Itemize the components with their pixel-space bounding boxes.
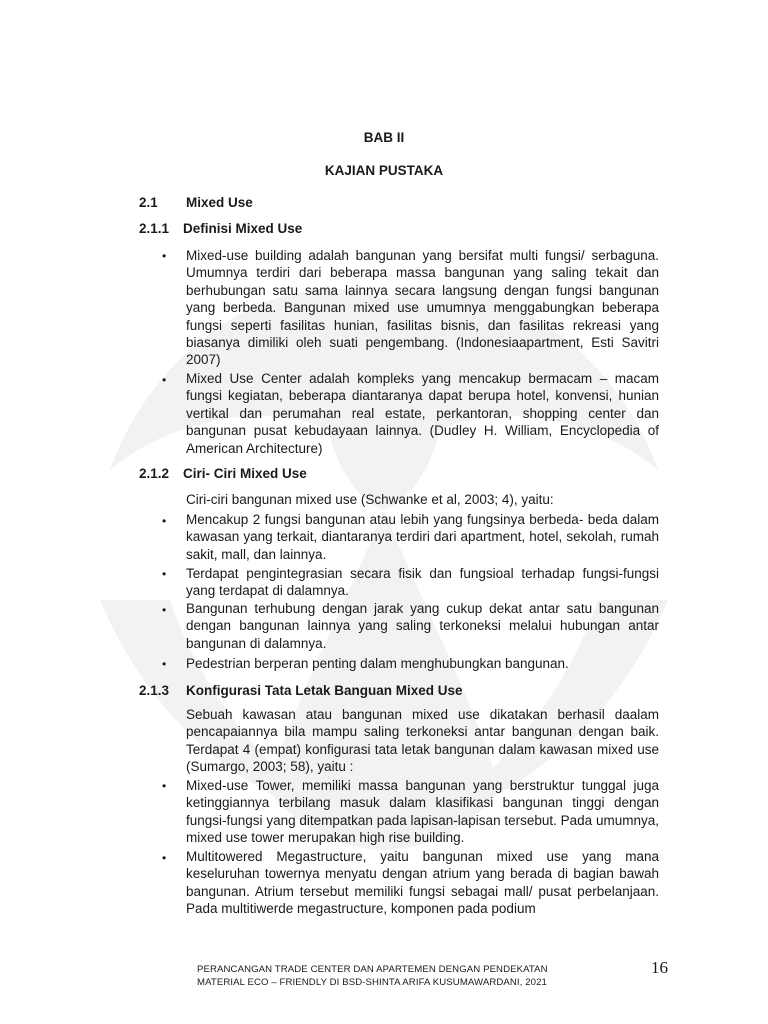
list-item: Multitowered Megastructure, yaitu bangunan mixed use yang mana keseluruhan towernya menyatu dengan atrium yang berada di bagian bawah bangunan. Atrium tersebut memiliki fungsi sebagai mall/ pusat perbelanjaan. Pada multitiwerde megastructure, komponen pada podium xyxy=(186,849,659,917)
intro-paragraph: Sebuah kawasan atau bangunan mixed use dikatakan berhasil daalam pencapaiannya bila mampu saling terkoneksi antar bangunan dengan baik. Terdapat 4 (empat) konfigurasi tata letak bangunan dalam kawasan mixed use (Sumargo, 2003; 58), yaitu : xyxy=(186,707,659,775)
bullet-icon: • xyxy=(162,249,167,263)
section-number: 2.1.2 xyxy=(139,466,170,481)
bullet-icon: • xyxy=(162,851,167,865)
bullet-icon: • xyxy=(162,373,167,387)
page-footer xyxy=(197,963,597,989)
list-item: Mixed-use Tower, memiliki massa bangunan yang berstruktur tunggal juga ketinggiannya terbilang masuk dalam klasifikasi bangunan tinggi dengan fungsi-fungsi yang ditempatkan pada lapisan-lapisan tersebut. Pada umumnya, mixed use tower merupakan high rise building. xyxy=(186,778,659,846)
section-number: 2.1.3 xyxy=(139,683,170,698)
bullet-icon: • xyxy=(162,514,167,528)
chapter-title: KAJIAN PUSTAKA xyxy=(324,163,444,178)
intro-text: Ciri-ciri bangunan mixed use (Schwanke et al, 2003; 4), yaitu: xyxy=(186,492,554,507)
section-number: 2.1.1 xyxy=(139,221,170,236)
bullet-icon: • xyxy=(162,567,167,581)
section-number: 2.1 xyxy=(139,195,158,210)
section-title: Konfigurasi Tata Letak Banguan Mixed Use xyxy=(186,683,463,698)
section-title: Mixed Use xyxy=(186,195,253,210)
section-heading-2-1-2 xyxy=(139,466,307,481)
bullet-icon: • xyxy=(162,657,167,671)
section-heading-2-1-1 xyxy=(139,221,302,236)
page-number: 16 xyxy=(651,958,668,977)
section-title: Definisi Mixed Use xyxy=(183,221,303,236)
list-item: Bangunan terhubung dengan jarak yang cukup dekat antar satu bangunan dengan bangunan lainnya yang saling terkoneksi melalui hubungan antar bangunan di dalamnya. xyxy=(186,601,659,651)
bullet-icon: • xyxy=(162,779,167,793)
list-item: Pedestrian berperan penting dalam menghubungkan bangunan. xyxy=(186,656,569,671)
bullet-icon: • xyxy=(162,603,167,617)
footer-line: MATERIAL ECO – FRIENDLY DI BSD-SHINTA ARIFA KUSUMAWARDANI, 2021 xyxy=(197,977,547,988)
list-item: Mixed-use building adalah bangunan yang bersifat multi fungsi/ serbaguna. Umumnya terdiri dari beberapa massa bangunan yang saling tekait dan berhubungan satu sama lainnya secara langsung dengan fungsi bangunan yang berbeda. Bangunan mixed use umumnya menggabungkan beberapa fungsi seperti fasilitas hunian, fasilitas bisnis, dan fasilitas rekreasi yang biasanya dimiliki oleh suati pengembang. (Indonesiaapartment, Esti Savitri 2007) xyxy=(186,248,659,368)
section-heading-2-1-3 xyxy=(139,683,463,698)
chapter-number: BAB II xyxy=(363,130,405,145)
list-item: Mixed Use Center adalah kompleks yang mencakup bermacam – macam fungsi kegiatan, beberapa diantaranya dapat berupa hotel, konvensi, hunian vertikal dan perumahan real estate, perkantoran, shopping center dan bangunan pusat kebudayaan lainnya. (Dudley H. William, Encyclopedia of American Architecture) xyxy=(186,371,659,456)
list-item: Mencakup 2 fungsi bangunan atau lebih yang fungsinya berbeda- beda dalam kawasan yang terkait, diantaranya terdiri dari apartment, hotel, sekolah, rumah sakit, mall, dan lainnya. xyxy=(186,512,659,562)
list-item: Terdapat pengintegrasian secara fisik dan fungsioal terhadap fungsi-fungsi yang terdapat di dalamnya. xyxy=(186,566,659,599)
section-heading-2-1 xyxy=(139,195,253,210)
section-title: Ciri- Ciri Mixed Use xyxy=(183,466,307,481)
footer-line: PERANCANGAN TRADE CENTER DAN APARTEMEN DENGAN PENDEKATAN xyxy=(197,964,548,975)
